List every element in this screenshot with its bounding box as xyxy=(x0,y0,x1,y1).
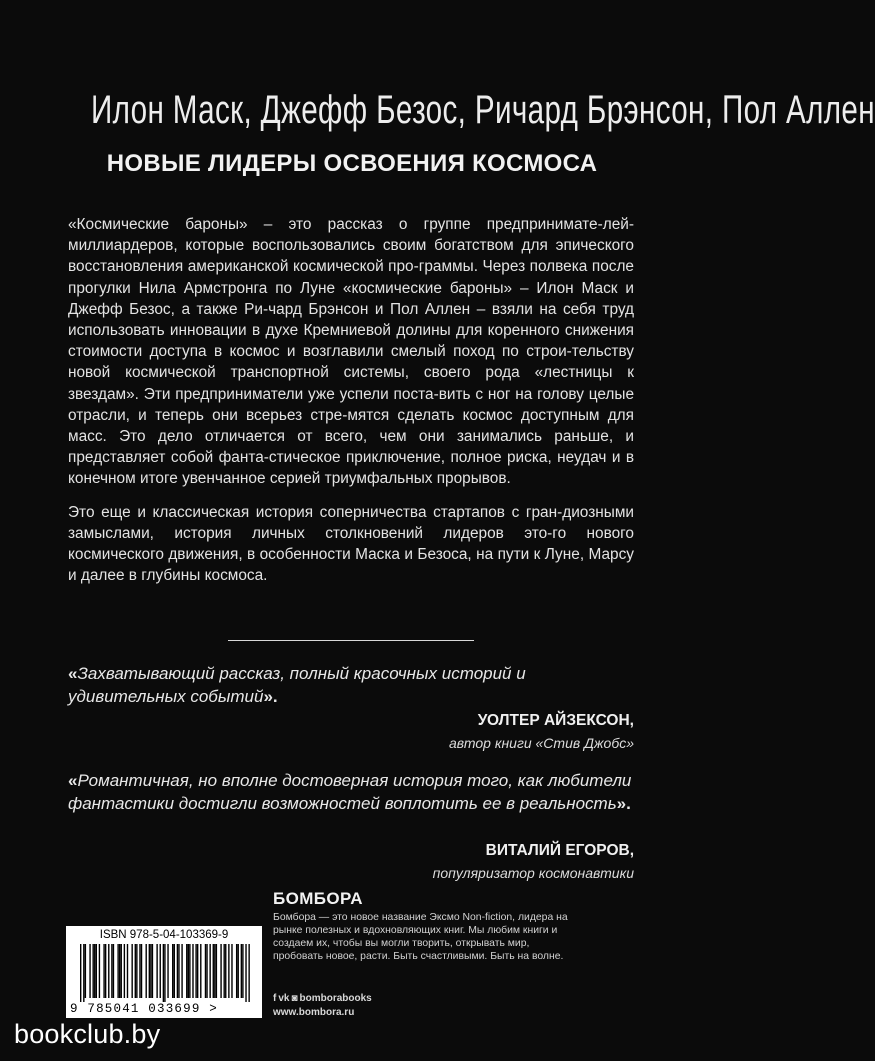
barcode-bar xyxy=(213,944,214,998)
barcode-bar xyxy=(206,944,207,998)
publisher-name: БОМБОРА xyxy=(273,889,363,908)
barcode-bar xyxy=(99,944,100,998)
barcode-bar xyxy=(139,944,140,998)
barcode-bar xyxy=(214,944,215,998)
barcode-box xyxy=(66,926,262,1018)
review-quote-1-text: Захватывающий рассказ, полный красочных историй и удивительных событий xyxy=(68,664,526,706)
review-quote-2: «Романтичная, но вполне достоверная история того, как любители фантастики достигли возможностей воплотить ее в реальность». xyxy=(68,771,632,813)
review-author-2-desc: популяризатор космонавтики xyxy=(432,865,634,881)
publisher-website: www.bombora.ru xyxy=(273,1007,355,1018)
barcode-bar xyxy=(209,944,210,998)
barcode-bar xyxy=(189,944,190,998)
barcode-bar xyxy=(152,944,153,998)
book-subtitle: НОВЫЕ ЛИДЕРЫ ОСВОЕНИЯ КОСМОСА xyxy=(106,150,598,177)
barcode-bar xyxy=(121,944,122,998)
barcode-bar xyxy=(177,944,178,998)
barcode-bar xyxy=(119,944,120,998)
barcode-bar xyxy=(164,944,165,1002)
barcode-bar xyxy=(223,944,224,998)
barcode-bar xyxy=(160,944,161,998)
barcode-bar xyxy=(231,944,232,998)
barcode-bar xyxy=(127,944,128,998)
facebook-icon: f xyxy=(273,993,277,1004)
barcode-bar xyxy=(248,944,249,1002)
barcode-bar xyxy=(85,944,86,998)
publisher-text: Бомбора — это новое название Эксмо Non-fiction, лидера на рынке полезных и вдохновляющих книг. Мы любим книги и создаем их, чтобы вы могли творить, открывать мир, пробовать новое, расти. Быть счастливыми. Быть на волне. xyxy=(273,912,568,962)
barcode-bar xyxy=(195,944,196,998)
barcode-bar xyxy=(228,944,229,998)
instagram-icon: ◙ xyxy=(291,993,298,1004)
barcode-bar xyxy=(174,944,175,998)
barcode-bar xyxy=(149,944,150,998)
barcode-bar xyxy=(216,944,217,998)
barcode-bar xyxy=(136,944,137,998)
barcode-icon xyxy=(80,944,250,1002)
barcode-bar xyxy=(241,944,242,998)
barcode-bar xyxy=(242,944,243,998)
barcode-bar xyxy=(146,944,147,998)
barcode-bar xyxy=(156,944,157,998)
barcode-bar xyxy=(105,944,106,998)
barcode-bar xyxy=(113,944,114,998)
barcode-bar xyxy=(80,944,81,1002)
isbn-label: ISBN 978-5-04-103369-9 xyxy=(99,929,229,941)
barcode-bar xyxy=(131,944,132,998)
description-paragraph-2: Это еще и классическая история соперничества стартапов с гран-диозными замыслами, история личных столкновений лидеров это-го нового космического движения, в особенности Маска и Безоса, на пути к Луне, Марсу и далее в глубины космоса. xyxy=(68,503,634,585)
review-author-2: ВИТАЛИЙ ЕГОРОВ, xyxy=(485,842,634,859)
barcode-bar xyxy=(111,944,112,998)
barcode-bar xyxy=(186,944,187,998)
barcode-bar xyxy=(89,944,90,998)
barcode-bar xyxy=(220,944,221,998)
authors-line: Илон Маск, Джефф Безос, Ричард Брэнсон, Пол Аллен xyxy=(91,88,875,132)
barcode-bar xyxy=(236,944,237,998)
barcode-bar xyxy=(188,944,189,998)
barcode-bar xyxy=(103,944,104,998)
barcode-bar xyxy=(83,944,84,1002)
barcode-bar xyxy=(167,944,168,998)
review-quote-2-text: Романтичная, но вполне достоверная история того, как любители фантастики достигли возможностей воплотить ее в реальность xyxy=(68,771,632,813)
barcode-bar xyxy=(181,944,182,998)
authors-line-container xyxy=(0,88,875,138)
social-links xyxy=(273,993,372,1004)
barcode-bar xyxy=(192,944,193,998)
barcode-bar xyxy=(141,944,142,998)
barcode-bar xyxy=(225,944,226,998)
barcode-bar xyxy=(172,944,173,998)
barcode-bar xyxy=(200,944,201,998)
barcode-bar xyxy=(96,944,97,998)
description-block xyxy=(68,214,634,598)
barcode-bar xyxy=(108,944,109,998)
review-author-1: УОЛТЕР АЙЗЕКСОН, xyxy=(477,712,634,729)
barcode-bar xyxy=(163,944,164,1002)
barcode-bar xyxy=(238,944,239,998)
barcode-bar xyxy=(205,944,206,998)
description-paragraph-1: «Космические бароны» – это рассказ о группе предпринимате-лей-миллиардеров, которые воспользовались своим богатством для эпического восстановления американской космической про-граммы. Через полвека после прогулки Нила Армстронга по Луне «космические бароны» – Илон Маск и Джефф Безос, а также Ри-чард Брэнсон и Пол Аллен – взяли на себя труд использовать инновации в духе Кремниевой долины для коренного снижения стоимости доступа в космос и возглавили смелый поход по строи-тельству новой космической транспортной системы, своего рода «лестницы к звездам». Эти предприниматели уже успели поста-вить с ног на голову целые отрасли, и теперь они всерьез стре-мятся сделать космос доступным для масс. Это дело отличается от всего, чем они занимались раньше, и представляет собой фанта-стическое приключение, полное риска, неудач и в конечном итоге увенчанное серией триумфальных прорывов. xyxy=(68,216,634,488)
watermark-text: bookclub.by xyxy=(14,1019,161,1049)
barcode-bar xyxy=(245,944,246,1002)
barcode-bar xyxy=(117,944,118,998)
barcode-bar xyxy=(94,944,95,998)
review-author-1-desc: автор книги «Стив Джобс» xyxy=(448,735,634,751)
barcode-bar xyxy=(178,944,179,998)
barcode-bar xyxy=(150,944,151,998)
barcode-bar xyxy=(135,944,136,998)
separator-line xyxy=(228,640,474,641)
barcode-bar xyxy=(197,944,198,998)
review-quote-1: «Захватывающий рассказ, полный красочных историй и удивительных событий». xyxy=(68,664,526,706)
social-handle: bomborabooks xyxy=(299,993,372,1004)
barcode-digits: 9 785041 033699 > xyxy=(70,1002,218,1016)
barcode-bar xyxy=(124,944,125,998)
barcode-bar xyxy=(92,944,93,998)
vk-icon: vk xyxy=(278,993,290,1004)
